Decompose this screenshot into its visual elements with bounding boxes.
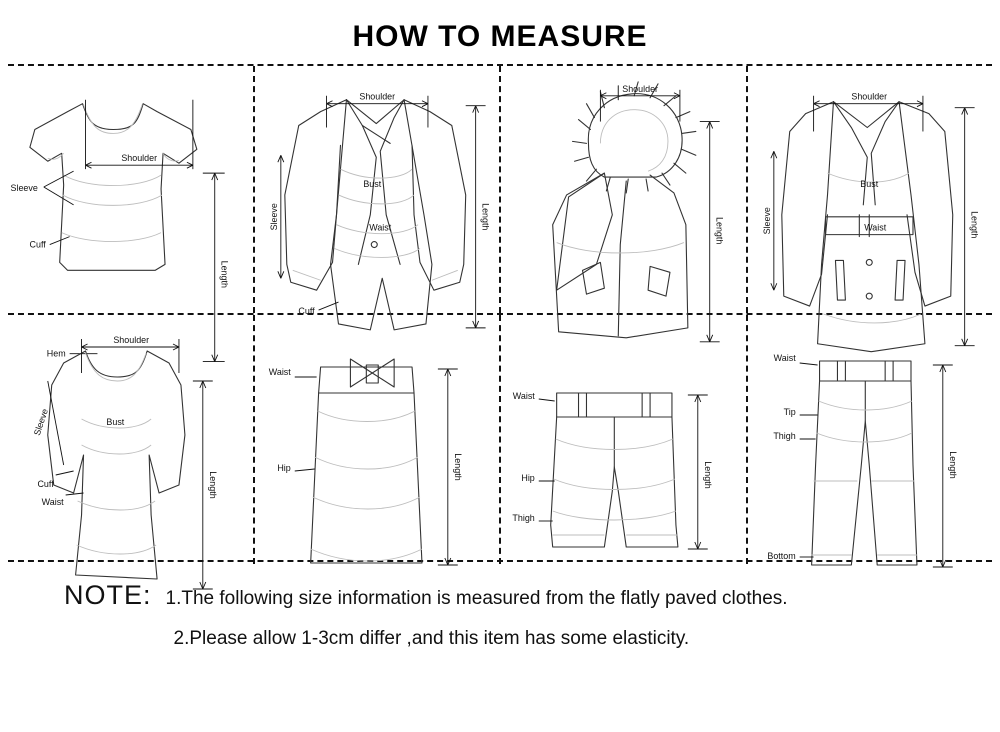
panel-trench-coat	[748, 66, 993, 313]
label-bust: Bust	[362, 179, 381, 190]
label-waist: Waist	[863, 222, 886, 233]
label-sleeve: Sleeve	[10, 182, 38, 193]
label-shoulder: Shoulder	[121, 153, 158, 164]
label-waist: Waist	[512, 390, 535, 402]
panel-fur-coat	[501, 66, 748, 313]
label-bust: Bust	[106, 416, 125, 428]
panel-pants	[748, 315, 993, 564]
garment-grid	[8, 64, 992, 562]
panel-skirt	[255, 315, 502, 564]
label-hip: Hip	[276, 462, 291, 474]
label-waist: Waist	[41, 496, 64, 508]
label-cuff: Cuff	[29, 239, 46, 250]
label-bottom: Bottom	[766, 550, 796, 562]
grid-row-top	[8, 66, 992, 359]
panel-blazer	[255, 66, 502, 316]
label-length: Length	[969, 211, 980, 239]
label-cuff: Cuff	[37, 478, 54, 490]
page-title: HOW TO MEASURE	[352, 20, 648, 53]
note-label: NOTE:	[64, 580, 152, 610]
panel-tshirt	[8, 66, 255, 359]
note-line-2: 2.Please allow 1-3cm differ ,and this item has some elasticity.	[173, 628, 690, 650]
label-waist: Waist	[268, 366, 291, 378]
label-thigh: Thigh	[512, 512, 535, 524]
label-waist: Waist	[368, 222, 391, 233]
label-shoulder: Shoulder	[358, 91, 395, 102]
grid-row-bottom	[8, 315, 992, 564]
panel-dress	[8, 315, 255, 564]
label-hem: Hem	[46, 348, 66, 359]
label-length: Length	[480, 203, 491, 231]
label-shoulder: Shoulder	[850, 91, 887, 102]
label-length: Length	[947, 451, 958, 479]
note-line-1: 1.The following size information is measured from the flatly paved clothes.	[165, 588, 788, 609]
label-length: Length	[219, 260, 230, 288]
label-bust: Bust	[859, 179, 878, 190]
panel-shorts	[501, 315, 748, 564]
label-length: Length	[702, 461, 713, 489]
label-shoulder: Shoulder	[113, 334, 150, 346]
label-sleeve: Sleeve	[761, 207, 772, 235]
label-cuff: Cuff	[297, 305, 315, 316]
label-sleeve: Sleeve	[31, 407, 50, 437]
label-thigh: Thigh	[772, 430, 796, 442]
label-length: Length	[207, 471, 218, 499]
note-section	[0, 562, 1000, 665]
label-waist: Waist	[773, 352, 796, 364]
label-sleeve: Sleeve	[268, 203, 279, 231]
label-shoulder: Shoulder	[622, 83, 659, 94]
label-tip: Tip	[783, 406, 796, 418]
label-hip: Hip	[521, 472, 535, 484]
label-length: Length	[714, 217, 725, 245]
label-length: Length	[452, 453, 463, 481]
